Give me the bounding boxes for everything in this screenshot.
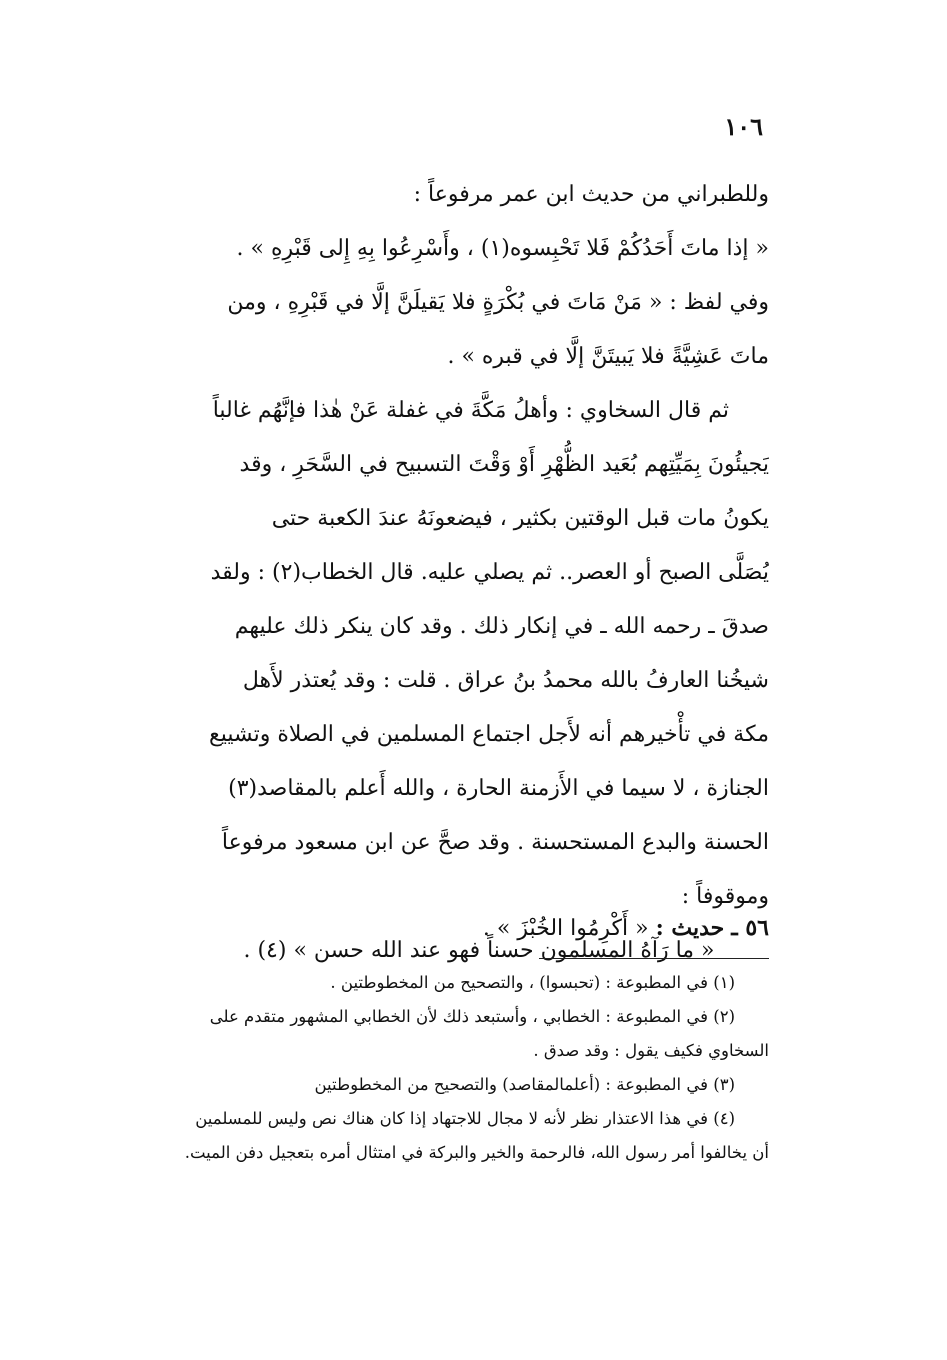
body-line: يُصَلَّى الصبح أو العصر.. ثم يصلي عليه. قال الخطاب(٢) : ولقد: [210, 560, 769, 585]
body-line: يكونُ مات قبل الوقتين بكثير ، فيضعونَهُ عندَ الكعبة حتى: [271, 506, 769, 531]
page-number: ١٠٦: [724, 112, 763, 141]
footnote-divider: [539, 958, 769, 959]
body-line: ثم قال السخاوي : وأهلُ مَكَّةَ في غفلة عَنْ هٰذا فإنَّهُم غالباً: [212, 398, 729, 423]
footnote-line: (٣) في المطبوعة : (أعلمالمقاصد) والتصحيح من المخطوطتين: [314, 1075, 735, 1094]
footnote-line: السخاوي فكيف يقول : وقد صدق .: [533, 1041, 769, 1060]
body-line: وفي لفظ : « مَنْ مَاتَ في بُكْرَةٍ فلا يَقيلَنَّ إلَّا في قَبْرِهِ ، ومن: [227, 290, 769, 315]
footnote-line: أن يخالفوا أمر رسول الله، فالرحمة والخير والبركة في امتثال أمره بتعجيل دفن الميت.: [184, 1143, 769, 1162]
body-line: ماتَ عَشِيَّةً فلا يَبيتَنَّ إلَّا في قبره » .: [447, 344, 769, 369]
footnote-line: (١) في المطبوعة : (تحبسوا) ، والتصحيح من المخطوطتين .: [330, 973, 735, 992]
body-line: شيخُنا العارفُ بالله محمدُ بنُ عراق . قلت : وقد يُعتذر لأَهل: [242, 668, 769, 693]
hadith-number: ٥٦ ـ: [731, 915, 769, 941]
body-line: « إذا ماتَ أَحَدُكُمْ فَلا تَحْبِسوه(١) ، وأَسْرِعُوا بِهِ إِلى قَبْرِهِ » .: [236, 236, 769, 261]
hadith-text: « أَكْرِمُوا الخُبْزَ » .: [482, 916, 649, 941]
body-line: وللطبراني من حديث ابن عمر مرفوعاً :: [413, 182, 769, 207]
body-line: الجنازة ، لا سيما في الأَزمنة الحارة ، والله أَعلم بالمقاصد(٣): [228, 776, 769, 801]
body-text: [169, 168, 769, 978]
footnote-line: (٢) في المطبوعة : الخطابي ، وأستبعد ذلك لأن الخطابي المشهور متقدم على: [209, 1007, 735, 1026]
quote-line: « ما رَآهُ المسلمون حسناً فهو عند الله حسن » (٤) .: [243, 938, 715, 963]
body-line: مكة في تأْخيرهم أنه لأَجل اجتماع المسلمين في الصلاة وتشييع: [208, 722, 769, 747]
footnote-line: (٤) في هذا الاعتذار نظر لأنه لا مجال للاجتهاد إذا كان هناك نص وليس للمسلمين: [195, 1109, 735, 1128]
hadith-label: حديث :: [655, 915, 725, 941]
hadith-heading: [169, 908, 769, 949]
footnotes: [169, 966, 769, 1170]
body-line: وموقوفاً :: [681, 884, 769, 909]
body-line: الحسنة والبدع المستحسنة . وقد صحَّ عن ابن مسعود مرفوعاً: [221, 830, 769, 855]
body-line: صدقَ ـ رحمه الله ـ في إنكار ذلك . وقد كان ينكر ذلك عليهم: [234, 614, 769, 639]
body-line: يَجيئُونَ بِمَيِّتِهم بُعَيد الظُّهْرِ أَوْ وَقْتَ التسبيح في السَّحَرِ ، وقد: [239, 452, 769, 477]
